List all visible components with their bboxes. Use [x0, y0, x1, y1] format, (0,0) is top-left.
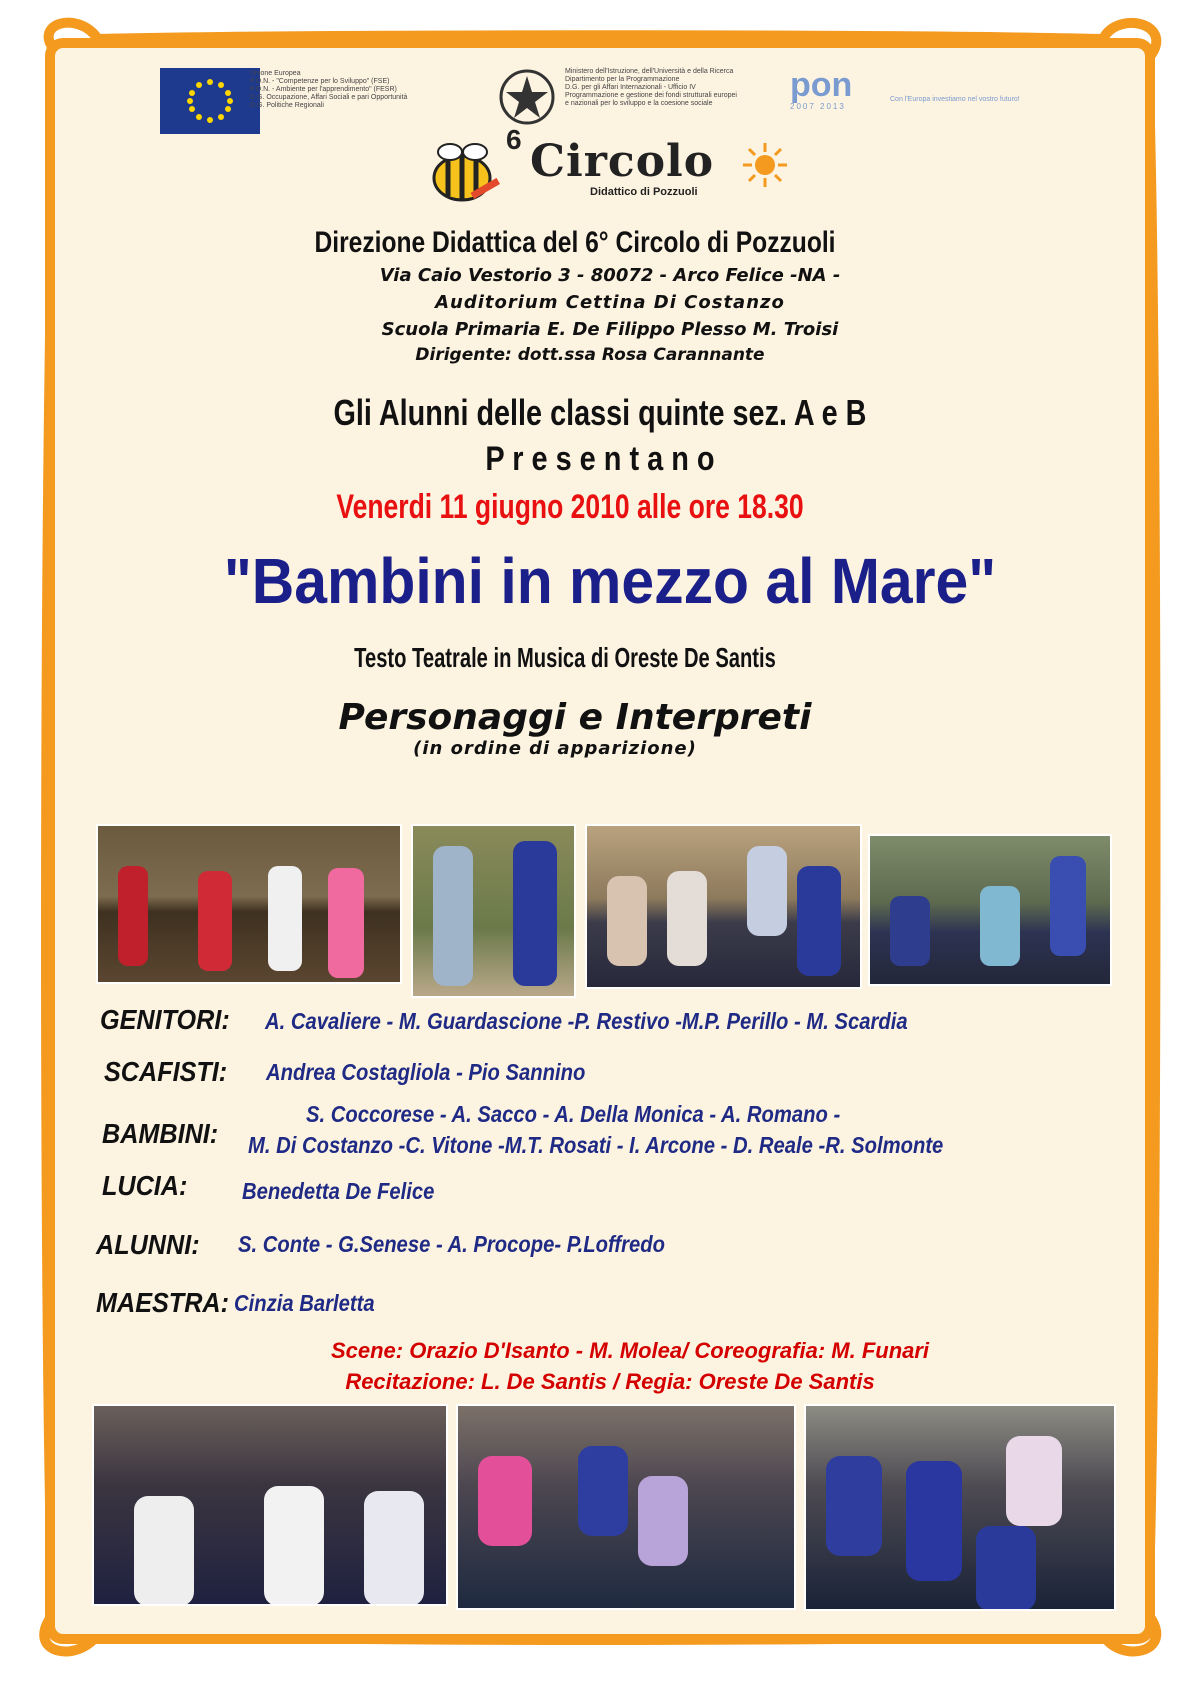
eu-text-line: P.O.N. - "Competenze per lo Sviluppo" (FSE) — [250, 78, 390, 85]
eu-flag-icon — [160, 68, 260, 134]
direzione-heading: Direzione Didattica del 6° Circolo di Pozzuoli — [314, 226, 836, 259]
cast-genitori: A. Cavaliere - M. Guardascione -P. Restivo -M.P. Perillo - M. Scardia — [265, 1008, 908, 1034]
school-address: Via Caio Vestorio 3 - 80072 - Arco Felice -NA - — [379, 265, 841, 286]
pon-label: pon — [790, 66, 853, 104]
eu-text-line: D.G. Politiche Regionali — [250, 102, 324, 109]
ministry-text-line: D.G. per gli Affari Internazionali - Ufficio IV — [565, 84, 696, 91]
rehearsal-photo — [585, 824, 862, 989]
auditorium-name: Auditorium Cettina Di Costanzo — [435, 292, 785, 313]
role-label-genitori: GENITORI: — [100, 1004, 230, 1035]
circolo-name: Circolo — [530, 136, 715, 187]
circolo-number: 6 — [506, 124, 522, 155]
show-subtitle: Testo Teatrale in Musica di Oreste De Santis — [354, 642, 776, 673]
ministry-text-line: Ministero dell'Istruzione, dell'Università e della Ricerca — [565, 68, 734, 75]
cast-bambini-line1: S. Coccorese - A. Sacco - A. Della Monica - A. Romano - — [306, 1101, 841, 1127]
ministry-text-line: Programmazione e gestione dei fondi strutturali europei — [565, 92, 737, 99]
rehearsal-photo — [868, 834, 1112, 986]
cast-scafisti: Andrea Costagliola - Pio Sannino — [266, 1059, 586, 1085]
role-label-lucia: LUCIA: — [102, 1170, 188, 1201]
eu-text-line: P.O.N. - Ambiente per l'apprendimento" (FESR) — [250, 86, 397, 93]
eu-text-line: D.G. Occupazione, Affari Sociali e pari Opportunità — [250, 94, 408, 101]
role-label-bambini: BAMBINI: — [102, 1118, 219, 1149]
bee-mascot-icon — [420, 130, 510, 210]
ministry-text-line: e nazionali per lo sviluppo e la coesione sociale — [565, 100, 713, 107]
sponsor-logos — [150, 60, 1090, 130]
pon-years: 2007 2013 — [790, 102, 846, 111]
circolo-subtitle: Didattico di Pozzuoli — [590, 186, 698, 198]
school-name: Scuola Primaria E. De Filippo Plesso M. Troisi — [381, 319, 839, 340]
cast-bambini-line2: M. Di Costanzo -C. Vitone -M.T. Rosati - I. Arcone - D. Reale -R. Solmonte — [248, 1132, 944, 1158]
audience-photo — [92, 1404, 448, 1606]
credits-scene-choreography: Scene: Orazio D'Isanto - M. Molea/ Coreografia: M. Funari — [330, 1338, 930, 1363]
circolo-logo — [420, 124, 840, 210]
eu-text-line: Unione Europea — [250, 70, 301, 77]
presentano-heading: P r e s e n t a n o — [485, 440, 715, 478]
ministry-text-block — [565, 68, 737, 108]
cast-alunni: S. Conte - G.Senese - A. Procope- P.Loffredo — [238, 1231, 665, 1257]
rehearsal-photo — [411, 824, 576, 998]
role-label-scafisti: SCAFISTI: — [104, 1056, 228, 1087]
audience-photo — [804, 1404, 1116, 1611]
show-title: "Bambini in mezzo al Mare" — [223, 545, 997, 617]
pon-logo — [790, 68, 880, 128]
eu-text-block — [250, 70, 407, 110]
alunni-heading: Gli Alunni delle classi quinte sez. A e B — [333, 392, 867, 433]
italian-republic-emblem-icon — [498, 66, 556, 128]
credits-recitation-direction: Recitazione: L. De Santis / Regia: Oreste De Santis — [345, 1369, 875, 1394]
role-label-maestra: MAESTRA: — [96, 1287, 229, 1318]
sun-icon — [740, 140, 790, 190]
event-date: Venerdi 11 giugno 2010 alle ore 18.30 — [336, 488, 804, 526]
rehearsal-photo — [96, 824, 402, 984]
cast-heading-subtitle: (in ordine di apparizione) — [413, 738, 697, 759]
pon-slogan: Con l'Europa investiamo nel vostro futuro! — [890, 96, 1020, 103]
role-label-alunni: ALUNNI: — [96, 1229, 200, 1260]
dirigente: Dirigente: dott.ssa Rosa Carannante — [415, 345, 765, 365]
audience-photo — [456, 1404, 796, 1610]
cast-lucia: Benedetta De Felice — [242, 1178, 435, 1204]
cast-maestra: Cinzia Barletta — [234, 1290, 375, 1316]
ministry-text-line: Dipartimento per la Programmazione — [565, 76, 680, 83]
cast-heading-title: Personaggi e Interpreti — [338, 697, 812, 738]
